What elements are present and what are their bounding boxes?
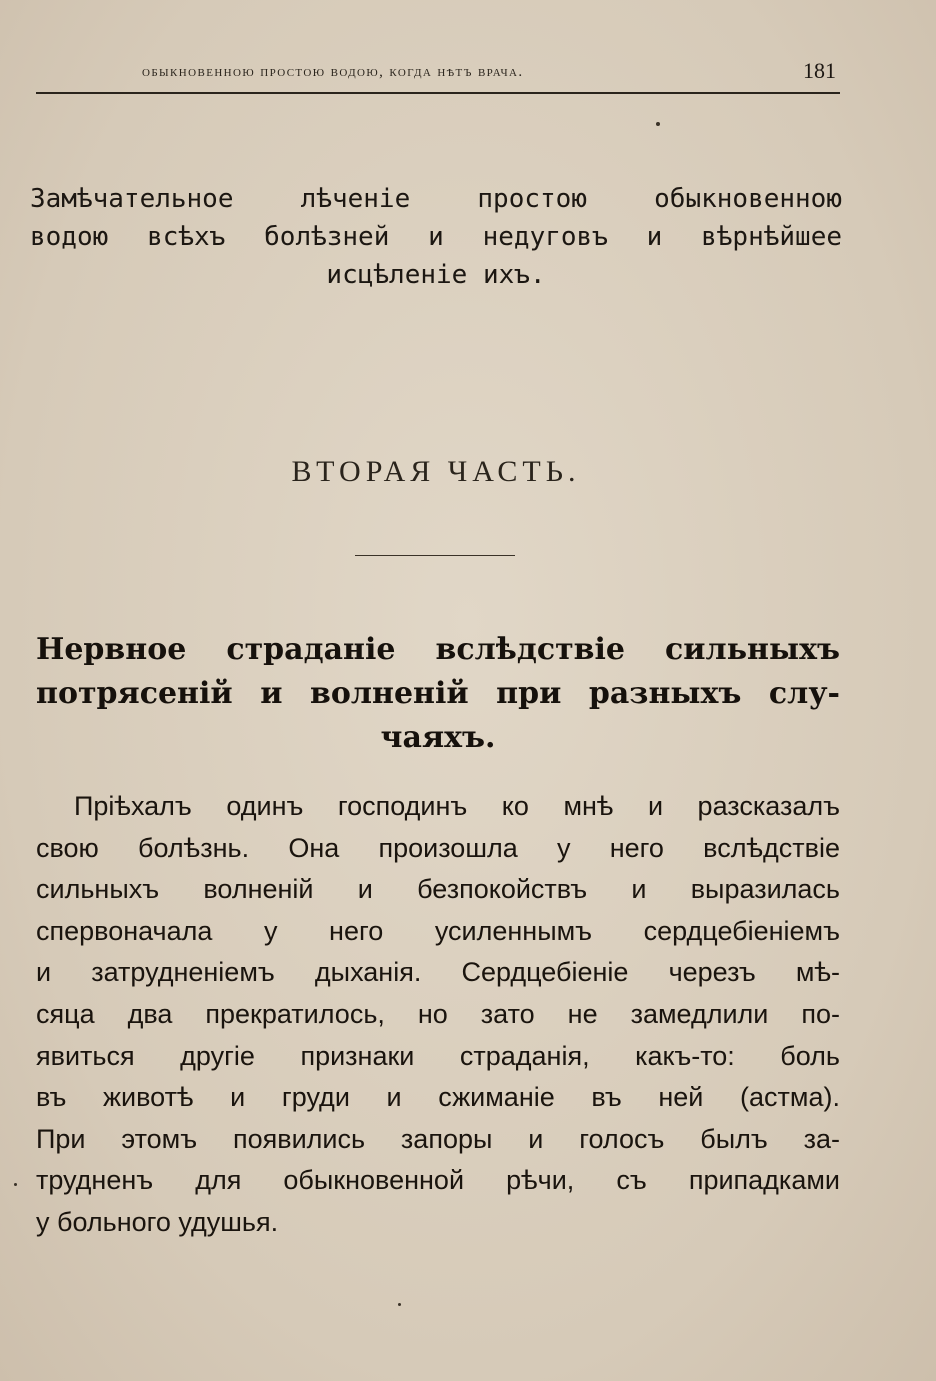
- section-title-line: Нервное страданіе вслѣдствіе сильныхъ: [36, 632, 840, 667]
- body-line: трудненъ для обыкновенной рѣчи, съ припадками: [36, 1165, 840, 1196]
- running-head: [36, 58, 840, 90]
- main-title-line: водою всѣхъ болѣзней и недуговъ и вѣрнѣйшее: [30, 222, 842, 252]
- body-line: сяца два прекратилось, но зато не замедлили по-: [36, 998, 840, 1029]
- body-line: свою болѣзнь. Она произошла у него вслѣдствіе: [36, 832, 840, 863]
- body-line: сильныхъ волненій и безпокойствъ и выразилась: [36, 874, 840, 905]
- main-title-line: исцѣленіе ихъ.: [326, 260, 546, 290]
- body-line: спервоначала у него усиленнымъ сердцебіеніемъ: [36, 915, 840, 946]
- body-line: у больного удушья.: [36, 1206, 279, 1237]
- part-heading: ВТОРАЯ ЧАСТЬ.: [291, 455, 581, 488]
- body-line: Пріѣхалъ одинъ господинъ ко мнѣ и разсказалъ: [74, 791, 840, 821]
- ink-speck: [656, 122, 660, 126]
- page-number: 181: [803, 58, 836, 83]
- body-line: При этомъ появились запоры и голосъ былъ за-: [36, 1123, 840, 1154]
- section-title: [36, 628, 840, 760]
- body-line: явиться другіе признаки страданія, какъ-то: боль: [36, 1040, 840, 1071]
- section-title-line: потрясеній и волненій при разныхъ слу-: [36, 676, 840, 711]
- running-head-text: обыкновенною простою водою, когда нѣтъ врача.: [142, 64, 524, 80]
- ink-speck: [398, 1303, 401, 1306]
- main-title-line: Замѣчательное лѣченіе простою обыкновенною: [30, 184, 842, 214]
- header-rule: [36, 92, 840, 94]
- body-line: и затрудненіемъ дыханія. Сердцебіеніе черезъ мѣ-: [36, 957, 840, 988]
- part-divider: [355, 555, 515, 556]
- section-title-line: чаяхъ.: [380, 720, 496, 755]
- body-line: въ животѣ и груди и сжиманіе въ ней (астма).: [36, 1082, 840, 1113]
- main-title: [30, 180, 842, 294]
- ink-speck: [14, 1183, 17, 1186]
- body-paragraph: [36, 786, 840, 1244]
